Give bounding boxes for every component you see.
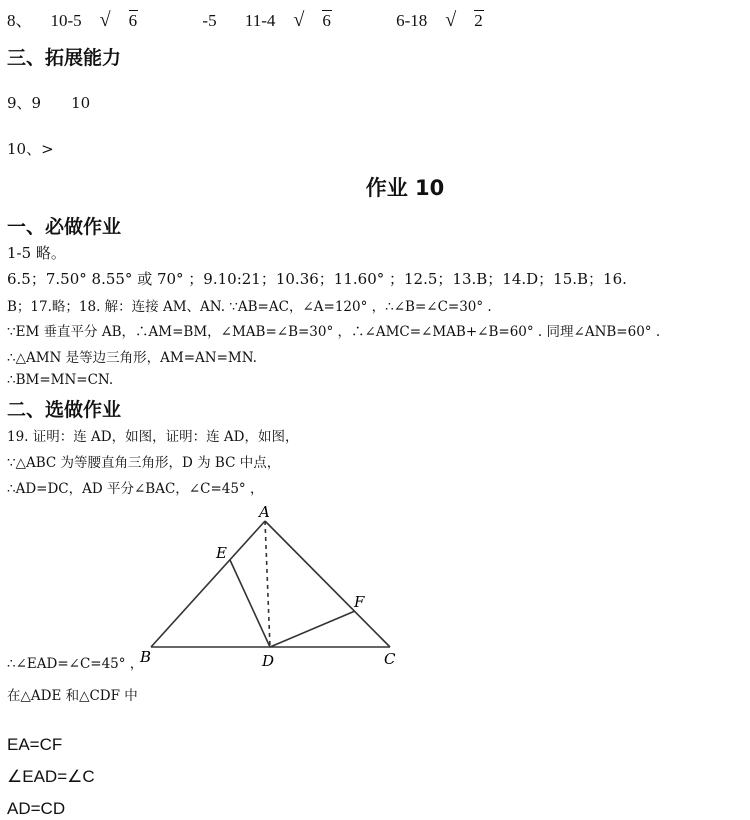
answer-1-5: 1-5 略。 — [7, 244, 66, 262]
answer-number: 8、 — [7, 11, 33, 30]
sqrt-symbol: √ 6 — [99, 9, 138, 31]
vertex-a-label: A — [259, 503, 270, 521]
sqrt-symbol: √ 2 — [445, 9, 483, 31]
proof-line-1: 19. 证明：连 AD，如图，证明：连 AD，如图， — [7, 429, 299, 445]
point-f-label: F — [354, 593, 365, 611]
answers-line-3: ∵EM 垂直平分 AB，∴AM=BM，∠MAB=∠B=30° ，∴∠AMC=∠MAB+∠B=60° . 同理∠ANB=60° . — [7, 324, 661, 340]
answers-line-2: B；17.略；18. 解：连接 AM、AN. ∵AB=AC，∠A=120° ，∴∠B=∠C=30° . — [7, 299, 492, 315]
equation-1: EA=CF — [7, 735, 63, 754]
answer-line-9: 9、9 10 — [7, 94, 91, 112]
section-heading-optional: 二、选做作业 — [7, 399, 122, 421]
homework-title: 作业 10 — [365, 176, 445, 200]
answer-a: 10-5 √ 6 — [51, 11, 175, 30]
side-ac — [265, 521, 390, 647]
sqrt-symbol: √ 6 — [293, 9, 331, 31]
segment-de — [230, 560, 270, 647]
vertex-c-label: C — [384, 650, 396, 668]
answer-d: 6-18 √ 2 — [396, 11, 520, 30]
answer-c: 11-4 √ 6 — [245, 11, 368, 30]
proof-line-3: ∴AD=DC，AD 平分∠BAC，∠C=45° ， — [7, 481, 264, 497]
equation-2: ∠EAD=∠C — [7, 767, 95, 786]
answers-line-5: ∴BM=MN=CN. — [7, 372, 114, 388]
section-heading-extension: 三、拓展能力 — [7, 47, 122, 69]
equation-3: AD=CD — [7, 799, 66, 818]
answer-line-10: 10、> — [7, 140, 54, 158]
segment-df — [270, 611, 355, 647]
proof-line-2: ∵△ABC 为等腰直角三角形，D 为 BC 中点， — [7, 455, 281, 471]
median-ad — [265, 521, 270, 647]
answer-b: -5 — [202, 11, 217, 30]
vertex-d-label: D — [262, 652, 275, 670]
point-e-label: E — [216, 544, 227, 562]
side-ab — [151, 521, 265, 647]
section-heading-required: 一、必做作业 — [7, 216, 122, 238]
proof-line-4: ∴∠EAD=∠C=45° ， — [7, 656, 144, 672]
answers-line-1: 6.5；7.50° 8.55° 或 70° ；9.10:21；10.36；11.60° ；12.5；13.B；14.D；15.B；16. — [7, 270, 627, 288]
vertex-b-label: B — [140, 648, 152, 666]
proof-line-5: 在△ADE 和△CDF 中 — [7, 688, 138, 704]
answers-line-4: ∴△AMN 是等边三角形，AM=AN=MN. — [7, 350, 257, 366]
